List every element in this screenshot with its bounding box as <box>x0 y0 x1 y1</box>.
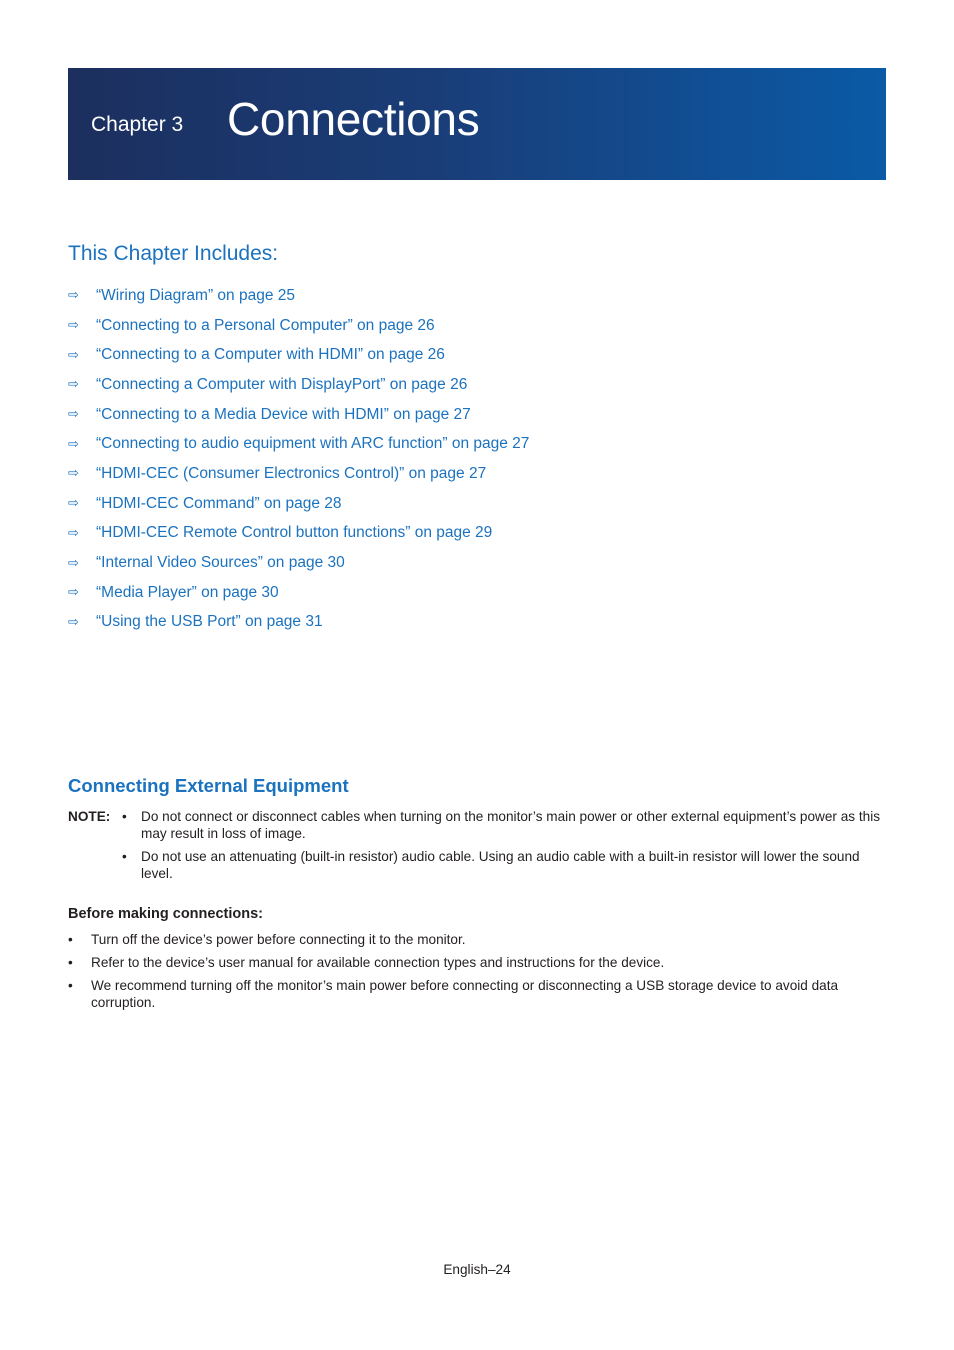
page-number: English–24 <box>443 1262 511 1277</box>
bullet-icon: • <box>122 809 127 824</box>
toc-link[interactable]: “Connecting to a Personal Computer” on page 26 <box>96 316 435 334</box>
arrow-right-icon: ⇨ <box>68 436 79 452</box>
arrow-right-icon: ⇨ <box>68 614 79 630</box>
toc-item[interactable] <box>68 459 529 489</box>
arrow-right-icon: ⇨ <box>68 496 79 512</box>
toc-item[interactable] <box>68 608 529 638</box>
arrow-right-icon: ⇨ <box>68 555 79 571</box>
toc-link[interactable]: “Wiring Diagram” on page 25 <box>96 286 296 304</box>
toc-link[interactable]: “Connecting to a Computer with HDMI” on page 26 <box>96 346 445 364</box>
arrow-right-icon: ⇨ <box>68 585 79 601</box>
chapter-number: Chapter 3 <box>91 113 184 136</box>
bullet-icon: • <box>68 955 73 970</box>
toc-link[interactable]: “Connecting a Computer with DisplayPort” on page 26 <box>96 375 468 393</box>
chapter-toc <box>68 281 529 637</box>
note-item: Do not connect or disconnect cables when turning on the monitor’s main power or other external equipment’s power as this may result in loss of image. <box>141 809 881 841</box>
chapter-title: Connections <box>227 93 480 145</box>
toc-item[interactable] <box>68 340 529 370</box>
toc-link[interactable]: “Internal Video Sources” on page 30 <box>96 554 345 572</box>
note-item: Do not use an attenuating (built-in resistor) audio cable. Using an audio cable with a built-in resistor will lower the sound level. <box>141 849 860 881</box>
toc-item[interactable] <box>68 548 529 578</box>
bullet-icon: • <box>68 978 73 993</box>
list-item-text: We recommend turning off the monitor’s main power before connecting or disconnecting a USB storage device to avoid data corruption. <box>91 978 839 1010</box>
arrow-right-icon: ⇨ <box>68 466 79 482</box>
toc-item[interactable] <box>68 281 529 311</box>
chapter-includes-heading: This Chapter Includes: <box>68 242 279 265</box>
arrow-right-icon: ⇨ <box>68 377 79 393</box>
arrow-right-icon: ⇨ <box>68 288 79 304</box>
toc-link[interactable]: “HDMI-CEC (Consumer Electronics Control)” on page 27 <box>96 464 487 482</box>
arrow-right-icon: ⇨ <box>68 318 79 334</box>
toc-link[interactable]: “Media Player” on page 30 <box>96 583 279 601</box>
arrow-right-icon: ⇨ <box>68 347 79 363</box>
chapter-banner <box>68 68 886 180</box>
toc-item[interactable] <box>68 578 529 608</box>
arrow-right-icon: ⇨ <box>68 407 79 423</box>
toc-item[interactable] <box>68 370 529 400</box>
bullet-icon: • <box>122 849 127 864</box>
arrow-right-icon: ⇨ <box>68 525 79 541</box>
toc-item[interactable] <box>68 489 529 519</box>
toc-item[interactable] <box>68 429 529 459</box>
list-item-text: Turn off the device’s power before connecting it to the monitor. <box>91 932 466 947</box>
toc-link[interactable]: “Connecting to audio equipment with ARC function” on page 27 <box>96 435 530 453</box>
toc-link[interactable]: “Connecting to a Media Device with HDMI” on page 27 <box>96 405 471 423</box>
toc-link[interactable]: “Using the USB Port” on page 31 <box>96 613 323 631</box>
toc-item[interactable] <box>68 519 529 549</box>
toc-item[interactable] <box>68 400 529 430</box>
toc-link[interactable]: “HDMI-CEC Remote Control button functions” on page 29 <box>96 524 493 542</box>
section-heading: Connecting External Equipment <box>68 775 349 796</box>
subheading: Before making connections: <box>68 906 263 922</box>
toc-item[interactable] <box>68 311 529 341</box>
note-label: NOTE: <box>68 809 111 824</box>
bullet-icon: • <box>68 932 73 947</box>
list-item-text: Refer to the device’s user manual for available connection types and instructions for the device. <box>91 955 665 970</box>
toc-link[interactable]: “HDMI-CEC Command” on page 28 <box>96 494 342 512</box>
